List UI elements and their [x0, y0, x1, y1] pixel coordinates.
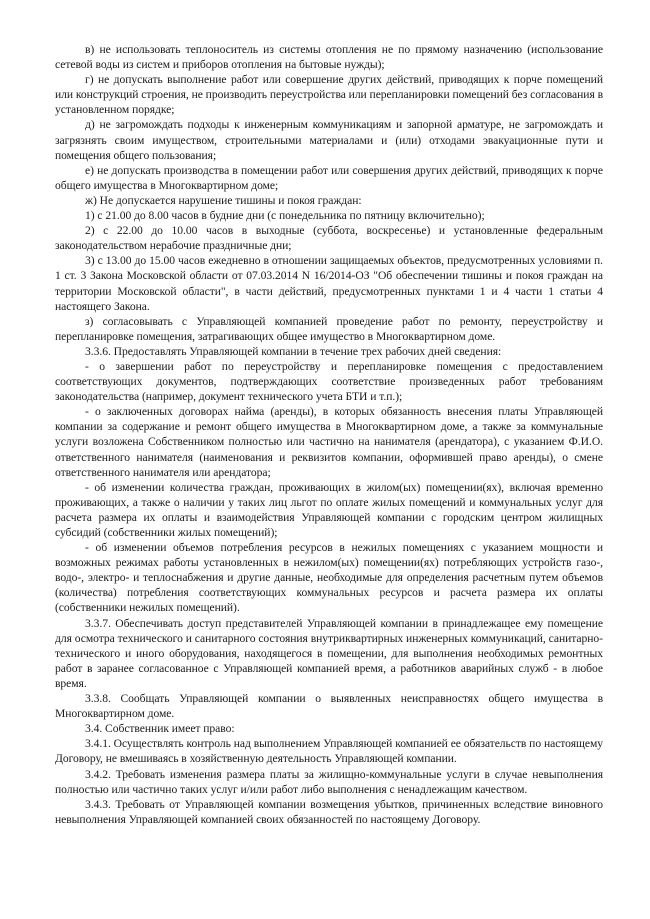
paragraph-3-3-7: 3.3.7. Обеспечивать доступ представителей Управляющей компании в принадлежащее ему помещение для осмотра технического и санитарного состояния внутриквартирных инженерных коммуникаций, санитарно-технического и иного оборудования, находящегося в помещении, для выполнения необходимых ремонтных работ в заранее согласованное с Управляющей компанией время, а работников аварийных служб - в любое время.: [55, 616, 603, 690]
paragraph-silence-1: 1) с 21.00 до 8.00 часов в будние дни (с понедельника по пятницу включительно);: [85, 209, 485, 223]
paragraph-3-3-6-item-2: - о заключенных договорах найма (аренды), в которых обязанность внесения платы Управляющей компании за содержание и ремонт общего имущества в Многоквартирном доме, а также за коммунальные услуги возложена Собственником полностью или частично на нанимателя (арендатора), с указанием Ф.И.О. ответственного нанимателя (наименования и реквизитов компании, оформившей право аренды), о смене ответственного нанимателя или арендатора;: [55, 405, 603, 479]
paragraph-3-3-6-item-1: - о завершении работ по переустройству и перепланировке помещения с предоставлением соответствующих документов, подтверждающих соответствие произведенных работ требованиям законодательства (например, документ технического учета БТИ и т.п.);: [55, 359, 603, 404]
paragraph-e-no-works: е) не допускать производства в помещении работ или совершения других действий, приводящих к порче общего имущества в Многоквартирном доме;: [55, 163, 603, 192]
paragraph-3-4-1: 3.4.1. Осуществлять контроль над выполнением Управляющей компанией ее обязательств по настоящему Договору, не вмешиваясь в хозяйственную деятельность Управляющей компании.: [55, 737, 603, 766]
paragraph-3-3-6-item-3: - об изменении количества граждан, проживающих в жилом(ых) помещении(ях), включая временно проживающих, а также о наличии у таких лиц льгот по оплате жилых помещений и коммунальных услуг для расчета размера их оплаты и взаимодействия Управляющей компании с городским центром жилищных субсидий (собственники жилых помещений);: [55, 480, 603, 539]
paragraph-silence-2: 2) с 22.00 до 10.00 часов в выходные (суббота, воскресенье) и установленные федеральным законодательством нерабочие праздничные дни;: [55, 224, 603, 253]
paragraph-d-no-obstruction: д) не загромождать подходы к инженерным коммуникациям и запорной арматуре, не загромождать и загрязнять своим имуществом, строительными материалами и (или) отходами эвакуационные пути и помещения общего пользования;: [55, 118, 603, 162]
paragraph-3-3-6: 3.3.6. Предоставлять Управляющей компании в течение трех рабочих дней сведения:: [85, 344, 502, 358]
paragraph-3-3-8: 3.3.8. Сообщать Управляющей компании о выявленных неисправностях общего имущества в Многоквартирном доме.: [55, 692, 603, 721]
paragraph-3-4-2: 3.4.2. Требовать изменения размера платы за жилищно-коммунальные услуги в случае невыполнения полностью или частично таких услуг и/или работ либо выполнения с ненадлежащим качеством.: [55, 767, 603, 796]
paragraph-3-3-6-item-4: - об изменении объемов потребления ресурсов в нежилых помещениях с указанием мощности и возможных режимах работы установленных в нежилом(ых) помещении(ях) потребляющих устройств газо-, водо-, электро- и теплоснабжения и другие данные, необходимые для определения расчетным путем объемов (количества) потребления соответствующих коммунальных ресурсов и расчета размера их оплаты (собственники нежилых помещений).: [55, 541, 603, 615]
paragraph-zh-silence: ж) Не допускается нарушение тишины и покоя граждан:: [85, 193, 362, 207]
paragraph-3-4-3: 3.4.3. Требовать от Управляющей компании возмещения убытков, причиненных вследствие виновного невыполнения Управляющей компанией своих обязанностей по настоящему Договору.: [55, 797, 603, 826]
paragraph-z-agree-repairs: з) согласовывать с Управляющей компанией проведение работ по ремонту, переустройству и перепланировке помещения, затрагивающих общее имущество в Многоквартирном доме.: [55, 314, 603, 343]
paragraph-g-no-damage: г) не допускать выполнение работ или совершение других действий, приводящих к порче помещений или конструкций строения, не производить переустройства или перепланировки помещений без согласования в установленном порядке;: [55, 73, 603, 117]
paragraph-3-4: 3.4. Собственник имеет право:: [85, 722, 235, 736]
paragraph-silence-3: 3) с 13.00 до 15.00 часов ежедневно в отношении защищаемых объектов, предусмотренных условиями п. 1 ст. 3 Закона Московской области от 07.03.2014 N 16/2014-ОЗ "Об обеспечении тишины и покоя граждан на территории Московской области", в части действий, предусмотренных пунктами 1 и 4 части 1 статьи 4 настоящего Закона.: [55, 254, 603, 313]
paragraph-v-heat-carrier: в) не использовать теплоноситель из системы отопления не по прямому назначению (использование сетевой воды из систем и приборов отопления на бытовые нужды);: [55, 43, 603, 72]
document-page: [55, 42, 603, 827]
